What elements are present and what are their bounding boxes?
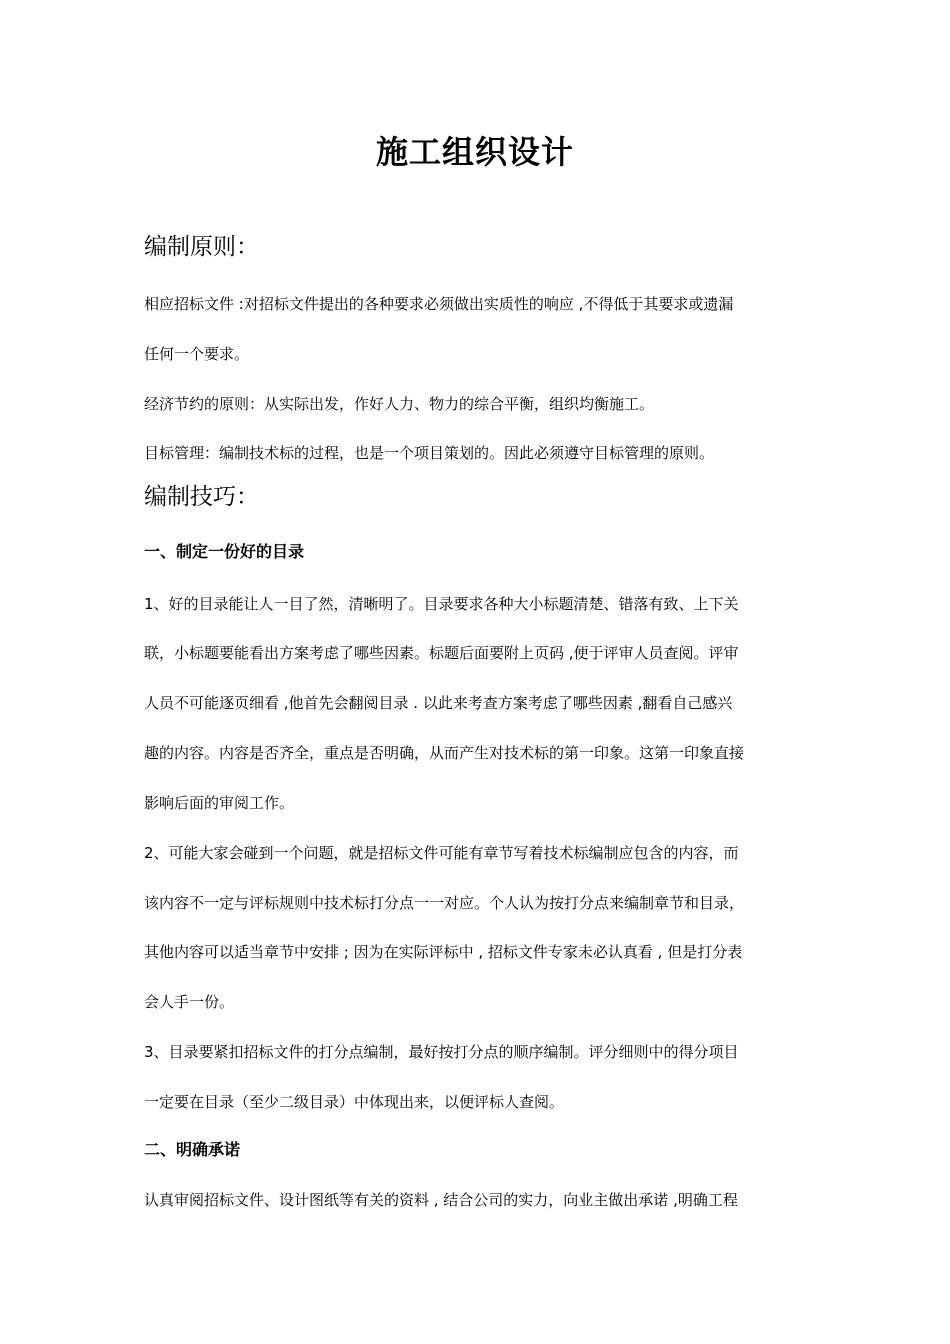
paragraph-line: 3、目录要紧扣招标文件的打分点编制，最好按打分点的顺序编制。评分细则中的得分项目 bbox=[144, 1043, 739, 1061]
section-heading-principles: 编制原则： bbox=[144, 234, 259, 260]
paragraph-line: 经济节约的原则：从实际出发，作好人力、物力的综合平衡，组织均衡施工。 bbox=[144, 395, 655, 413]
paragraph-line: 影响后面的审阅工作。 bbox=[144, 794, 295, 812]
paragraph-line: 联，小标题要能看出方案考虑了哪些因素。标题后面要附上页码 ,便于评审人员查阅。评审 bbox=[144, 644, 739, 662]
paragraph-line: 会人手一份。 bbox=[144, 993, 235, 1011]
paragraph-line: 相应招标文件 :对招标文件提出的各种要求必须做出实质性的响应 ,不得低于其要求或遗漏 bbox=[144, 295, 734, 313]
section-heading-techniques: 编制技巧： bbox=[144, 484, 259, 510]
paragraph-line: 该内容不一定与评标规则中技术标打分点一一对应。个人认为按打分点来编制章节和目录， bbox=[144, 894, 745, 912]
paragraph-line: 趣的内容。内容是否齐全，重点是否明确，从而产生对技术标的第一印象。这第一印象直接 bbox=[144, 744, 745, 762]
document-title: 施工组织设计 bbox=[375, 133, 574, 171]
paragraph-line: 2、可能大家会碰到一个问题，就是招标文件可能有章节写着技术标编制应包含的内容，而 bbox=[144, 844, 739, 862]
paragraph-line: 1、好的目录能让人一目了然，清晰明了。目录要求各种大小标题清楚、错落有致、上下关 bbox=[144, 595, 739, 613]
paragraph-line: 人员不可能逐页细看 ,他首先会翻阅目录 . 以此来考查方案考虑了哪些因素 ,翻看自己感兴 bbox=[144, 694, 733, 712]
paragraph-line: 目标管理：编制技术标的过程，也是一个项目策划的。因此必须遵守目标管理的原则。 bbox=[144, 444, 715, 462]
paragraph-line: 其他内容可以适当章节中安排 ; 因为在实际评标中 , 招标文件专家未必认真看 , 但是打分表 bbox=[144, 943, 743, 961]
subsection-heading-commitment: 二、明确承诺 bbox=[144, 1140, 241, 1159]
paragraph-line: 一定要在目录（至少二级目录）中体现出来，以便评标人查阅。 bbox=[144, 1093, 565, 1111]
paragraph-line: 任何一个要求。 bbox=[144, 345, 250, 363]
paragraph-line: 认真审阅招标文件、设计图纸等有关的资料 , 结合公司的实力，向业主做出承诺 ,明确工程 bbox=[144, 1191, 738, 1209]
subsection-heading-toc: 一、制定一份好的目录 bbox=[144, 542, 305, 561]
